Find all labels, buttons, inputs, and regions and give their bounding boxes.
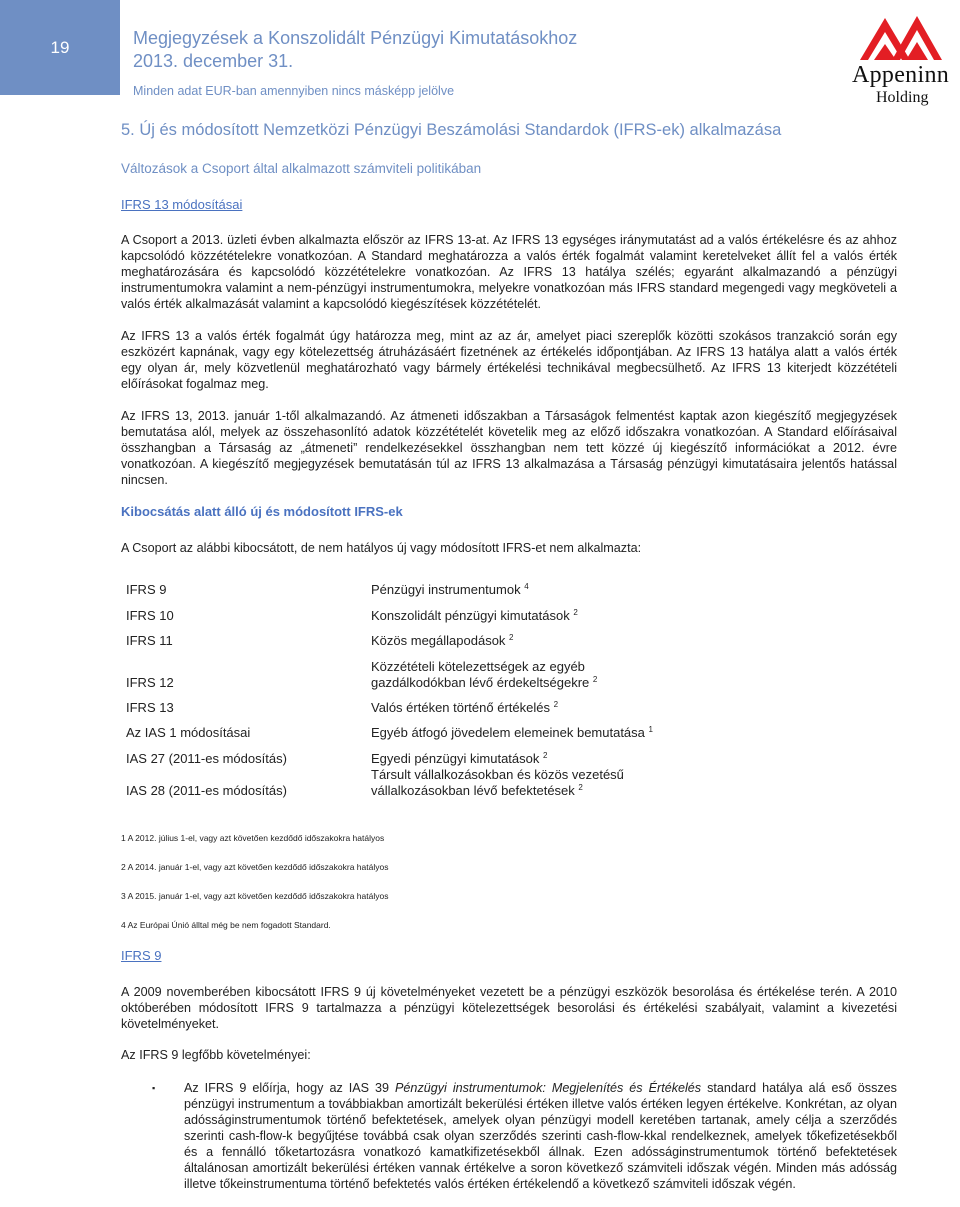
standard-name: Pénzügyi instrumentumok $^4$ [371, 582, 529, 597]
page-number: 19 [50, 37, 70, 57]
ifrs13-paragraph-3: Az IFRS 13, 2013. január 1-től alkalmazandó. Az átmeneti időszakban a Társaságok felmentést kaptak azon kiegészítő megjegyzések bemutatása alól, melyek az összehasonlító adatok közzétételét követelik meg az előző időszakra vonatkozóan. A Standard előírásaival összhangban a Társaság az „átmeneti” rendelkezésekkel összhangban nem tett közzé új kiegészítő információkat a 2012. évre vonatkozóan. A kiegészítő megjegyzések bemutatásán túl az IFRS 13 alkalmazása a Társaság pénzügyi kimutatásaira jelentős hatással nincsen. [121, 409, 897, 487]
standard-row [126, 767, 686, 799]
standard-name: Egyedi pénzügyi kimutatások $^2$ [371, 751, 548, 766]
standard-name: Konszolidált pénzügyi kimutatások $^2$ [371, 608, 578, 623]
standard-name: Társult vállalkozásokban és közös vezetésű vállalkozásokban lévő befektetések $^2$ [371, 767, 624, 798]
header-date: 2013. december 31. [133, 51, 294, 71]
header-currency-note: Minden adat EUR-ban amennyiben nincs másképp jelölve [133, 84, 455, 98]
standard-row [126, 659, 686, 691]
footnote: 2 A 2014. január 1-el, vagy azt követően kezdődő időszakokra hatályos [121, 862, 389, 872]
ifrs13-paragraph-2: Az IFRS 13 a valós érték fogalmát úgy határozza meg, mint az az ár, amelyet piaci szereplők közötti szokásos tranzakció során egy eszközért kapnának, vagy egy kötelezettség átruházásáért fizetnének az értékelés időpontjában. Az IFRS 13 hatálya alatt a valós érték egy olyan ár, mely közvetlenül meghatározható vagy bármely értékelési technikával megbecsülhető. Az IFRS 13 kiterjedt közzétételi előírásokat fogalmaz meg. [121, 329, 897, 391]
standard-row [126, 700, 686, 716]
standard-row [126, 751, 686, 767]
standard-code: IFRS 10 [126, 608, 174, 623]
standard-code: Az IAS 1 módosításai [126, 725, 251, 740]
standard-code: IAS 28 (2011-es módosítás) [126, 783, 287, 798]
logo-subname: Holding [876, 89, 929, 106]
standard-code: IFRS 12 [126, 675, 174, 690]
logo-name: Appeninn [852, 62, 950, 88]
ifrs9-paragraph-1: A 2009 novemberében kibocsátott IFRS 9 új követelményeket vezetett be a pénzügyi eszközök besorolása és értékelése terén. A 2010 októberében módosított IFRS 9 tartalmazza a pénzügyi kötelezettségek besorolási és értékelési szabályait, valamint a kivezetési követelményeket. [121, 985, 897, 1031]
page-number-badge [0, 0, 120, 95]
ifrs13-paragraph-1: A Csoport a 2013. üzleti évben alkalmazta először az IFRS 13-at. Az IFRS 13 egységes iránymutatást ad a valós értékelésre és az ahhoz kapcsolódó közzétételekre vonatkozóan. A Standard meghatározza a valós érték fogalmát valamint keretelveket állít fel a valós érték meghatározására és kapcsolódó közzétételekre vonatkozóan. Az IFRS 13 hatálya szélés; egyaránt alkalmazandó a pénzügyi instrumentumokra valamint a nem-pénzügyi instrumentumokra, melyekre vonatkozóan más IFRS standard megengedi vagy megköveteli a valós érték alkalmazását valamint a kapcsolódó kiegészítések közzétételét. [121, 233, 897, 311]
standard-name: Közös megállapodások $^2$ [371, 633, 514, 648]
standard-code: IFRS 9 [126, 582, 167, 597]
section-subtitle: Változások a Csoport által alkalmazott számviteli politikában [121, 161, 482, 176]
standard-row [126, 608, 686, 624]
standard-name: Egyéb átfogó jövedelem elemeinek bemutatása $^1$ [371, 725, 653, 740]
standard-code: IFRS 11 [126, 633, 173, 648]
header-title: Megjegyzések a Konszolidált Pénzügyi Kimutatásokhoz [133, 28, 578, 48]
ifrs9-bullet: Az IFRS 9 előírja, hogy az IAS 39 Pénzügyi instrumentumok: Megjelenítés és Értékelés standard hatálya alá eső összes pénzügyi instrumentum a továbbiakban amortizált bekerülési értéken illetve valós értéken legyen értékelve. Konkrétan, az olyan adósságinstrumentumok történő befektetések, amelyek olyan pénzügyi modell keretében tartanak, amely célja a szerződés szerinti cash-flow-k begyűjtése továbbá csak olyan szerződés szerinti cash-flow-kkal rendelkeznek, amelyek tőkefizetésekből és a fennálló tőketartozásra vonatkozó kamatkifizetésekből állnak. Ezen adósságinstrumentumok történő befektetések általánosan amortizált bekerülési értéken vannak értékelve a soron következő számviteli időszak végén. Minden más adósság illetve tőkeinstrumentuma történő befektetés valós értéken értékelendő a következő számviteli időszak végén. [184, 1081, 897, 1191]
standard-code: IAS 27 (2011-es módosítás) [126, 751, 287, 766]
footnote: 4 Az Európai Únió álltal még be nem fogadott Standard. [121, 920, 331, 930]
issued-standards-heading: Kibocsátás alatt álló új és módosított IFRS-ek [121, 504, 403, 519]
footnote: 3 A 2015. január 1-el, vagy azt követően kezdődő időszakokra hatályos [121, 891, 389, 901]
ifrs9-heading: IFRS 9 [121, 948, 162, 963]
issued-standards-intro: A Csoport az alábbi kibocsátott, de nem hatályos új vagy módosított IFRS-et nem alkalmazta: [121, 541, 642, 555]
footnote: 1 A 2012. július 1-el, vagy azt követően kezdődő időszakokra hatályos [121, 833, 385, 843]
standard-code: IFRS 13 [126, 700, 174, 715]
standard-name: Valós értéken történő értékelés $^2$ [371, 700, 559, 715]
standard-row [126, 633, 686, 649]
standard-name: Közzétételi kötelezettségek az egyéb gazdálkodókban lévő érdekeltségekre $^2$ [371, 659, 598, 690]
standard-row [126, 582, 686, 598]
ifrs9-paragraph-2: Az IFRS 9 legfőbb követelményei: [121, 1048, 311, 1062]
section-title: 5. Új és módosított Nemzetközi Pénzügyi Beszámolási Standardok (IFRS-ek) alkalmazása [121, 121, 782, 139]
bullet-marker: ▪ [152, 1083, 156, 1093]
ifrs13-heading: IFRS 13 módosításai [121, 197, 243, 212]
standard-row [126, 725, 686, 741]
